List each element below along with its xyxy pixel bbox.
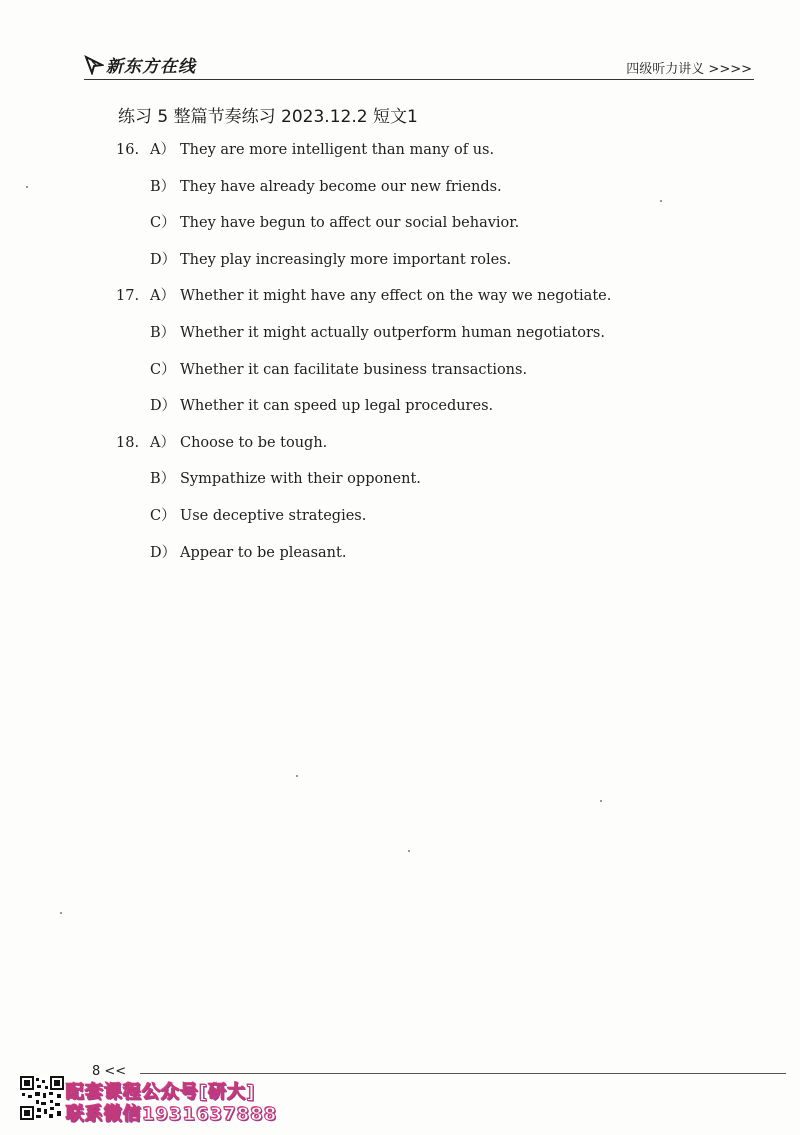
- option-16-a: [116, 140, 756, 177]
- option-letter: D）: [150, 251, 177, 268]
- question-list: [116, 140, 756, 579]
- header-section-title: 四级听力讲义 >>>>: [626, 62, 752, 77]
- option-letter: A）: [150, 434, 175, 451]
- option-letter: B）: [150, 471, 176, 488]
- question-number: 16.: [116, 142, 140, 158]
- question-number: 17.: [116, 288, 140, 305]
- option-letter: C）: [150, 361, 176, 378]
- scan-speck: [660, 200, 662, 202]
- scan-speck: [600, 800, 602, 802]
- option-18-b: [116, 469, 756, 506]
- option-letter: B）: [150, 324, 176, 341]
- option-text: They play increasingly more important roles.: [180, 251, 512, 268]
- option-text: They have already become our new friends.: [180, 178, 502, 195]
- header-divider: [84, 79, 754, 80]
- option-text: Sympathize with their opponent.: [180, 471, 421, 488]
- scan-speck: [26, 186, 28, 188]
- question-17: [116, 286, 756, 432]
- option-18-c: [116, 506, 756, 543]
- option-text: Whether it can speed up legal procedures.: [180, 398, 494, 415]
- logo-arrow-icon: [84, 55, 104, 75]
- promo-line-1: 配套课程公众号[研大]: [66, 1082, 256, 1103]
- question-number: 18.: [116, 434, 140, 451]
- page-header: [84, 52, 752, 82]
- option-17-b: [116, 323, 756, 360]
- logo: [84, 52, 196, 77]
- question-16: [116, 140, 756, 286]
- page-title: 练习 5 整篇节奏练习 2023.12.2 短文1: [118, 107, 418, 127]
- option-17-d: [116, 396, 756, 433]
- logo-text: 新东方在线: [106, 57, 196, 77]
- option-text: Choose to be tough.: [180, 434, 328, 451]
- promo-line-2: 联系微信1931637888: [66, 1104, 278, 1125]
- option-letter: D）: [150, 544, 177, 561]
- option-letter: A）: [150, 142, 175, 158]
- option-text: Whether it might actually outperform human negotiators.: [180, 324, 605, 341]
- option-18-d: [116, 543, 756, 580]
- scan-speck: [60, 912, 62, 914]
- option-letter: B）: [150, 178, 176, 195]
- option-text: They have begun to affect our social behavior.: [180, 215, 520, 232]
- option-16-d: [116, 250, 756, 287]
- question-18: [116, 433, 756, 579]
- option-letter: C）: [150, 507, 176, 524]
- option-text: They are more intelligent than many of us.: [180, 142, 495, 158]
- option-16-c: [116, 213, 756, 250]
- page-number: 8 <<: [92, 1064, 127, 1079]
- option-letter: C）: [150, 215, 176, 232]
- option-16-b: [116, 177, 756, 214]
- option-17-c: [116, 360, 756, 397]
- option-letter: D）: [150, 398, 177, 415]
- scan-speck: [408, 850, 410, 852]
- option-letter: A）: [150, 288, 175, 305]
- footer-divider: [140, 1073, 786, 1074]
- option-text: Appear to be pleasant.: [180, 544, 347, 561]
- scan-speck: [296, 775, 298, 777]
- qr-code-icon: [20, 1076, 64, 1120]
- option-text: Use deceptive strategies.: [180, 507, 367, 524]
- option-18-a: [116, 433, 756, 470]
- option-text: Whether it can facilitate business transactions.: [180, 361, 528, 378]
- option-text: Whether it might have any effect on the way we negotiate.: [180, 288, 612, 305]
- option-17-a: [116, 286, 756, 323]
